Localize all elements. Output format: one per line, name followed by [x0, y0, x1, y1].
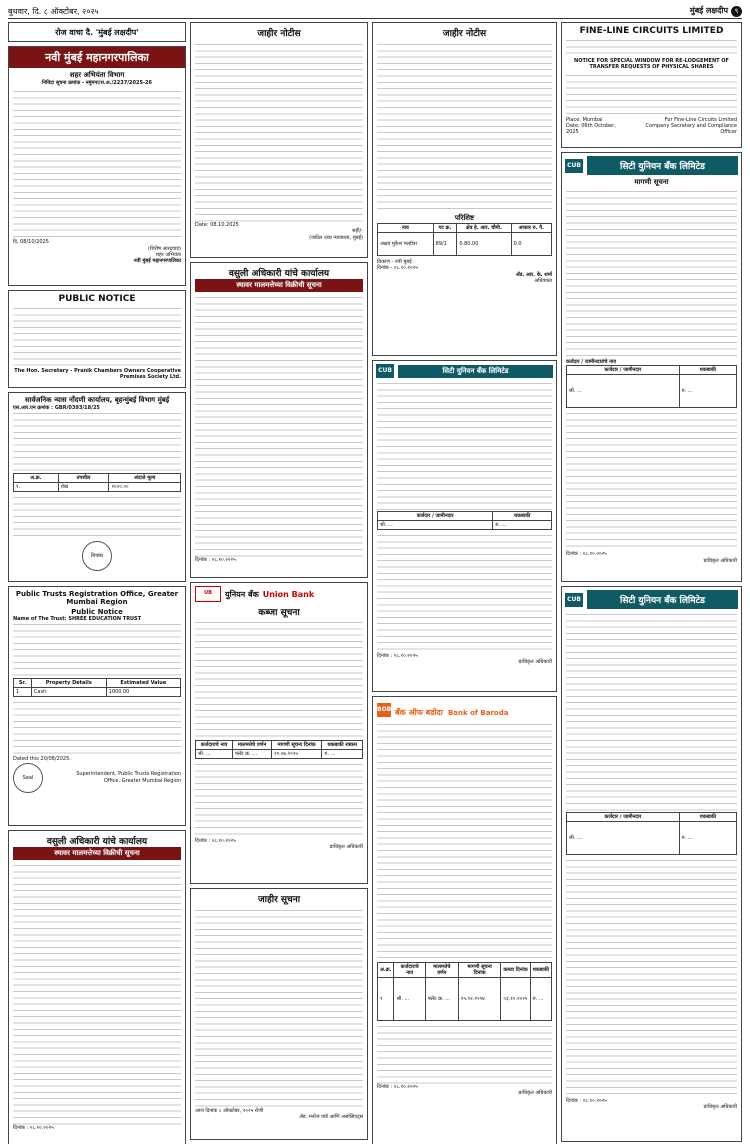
- trust-en-body2: [13, 700, 181, 756]
- cub-notice-mid: [372, 360, 557, 692]
- cub-mid-body: [377, 381, 552, 511]
- fine-line-sign2: Company Secretary and Compliance Officer: [645, 122, 737, 136]
- cub-notice-top: [561, 152, 742, 582]
- jahir-right-place: ठिकाण - नवी मुंबई: [377, 259, 412, 265]
- jahir-mid-date: Date: 08.10.2025: [195, 222, 239, 228]
- jahir-right-sign2: अधिवक्ता: [534, 277, 552, 284]
- column-3: [372, 22, 557, 1144]
- jahir-right-title: जाहीर नोटीस: [442, 29, 487, 39]
- table-header: अंदाजे मूल्य: [109, 474, 181, 483]
- jahir-mid-title: जाहीर नोटीस: [257, 29, 301, 39]
- fine-line-sign: For Fine-Line Circuits Limited: [664, 116, 737, 123]
- cub-mid-table: [377, 511, 552, 530]
- cub-bottom-sign: प्राधिकृत अधिकारी: [703, 1104, 737, 1111]
- recovery-left-title: वसुली अधिकारी यांचे कार्यालय: [46, 837, 148, 847]
- table-cell: श्री. ...: [567, 375, 680, 408]
- union-bank-logo: UB: [195, 586, 221, 602]
- fine-line-notice-heading: NOTICE FOR SPECIAL WINDOW FOR RE-LODGEMENT OF TRANSFER REQUESTS OF PHYSICAL SHARES: [574, 58, 729, 71]
- table-cell: श्री. ...: [567, 822, 680, 855]
- fine-line-body: [566, 73, 737, 117]
- jahir-notice-right: [372, 22, 557, 356]
- table-cell: 0.0: [511, 233, 551, 256]
- table-cell: श्री. ...: [394, 978, 425, 1021]
- table-cell: रु. ...: [679, 375, 736, 408]
- cub-top-body2: [566, 411, 737, 551]
- trust-mr-body2: [13, 495, 181, 539]
- table-cell: रु. ...: [493, 521, 552, 530]
- table-header: कर्जदाराचे नाव: [394, 963, 425, 978]
- cub-bottom-body2: [566, 858, 737, 1098]
- table-header: कर्जदार / जामीनदार: [567, 813, 680, 822]
- table-cell: रु. ...: [679, 822, 736, 855]
- trust-en-date: Dated this 20/08/2025.: [13, 756, 71, 763]
- table-cell: 1: [14, 688, 32, 697]
- table-cell: रु. ...: [322, 750, 363, 759]
- recovery-officer-notice-left: [8, 830, 186, 1144]
- trust-notice-marathi: [8, 392, 186, 582]
- table-header: गट क्र.: [433, 224, 457, 233]
- fine-line-title: FINE-LINE CIRCUITS LIMITED: [579, 26, 724, 36]
- jahir-mid-sign: सही/-: [352, 228, 363, 235]
- navi-mumbai-sign3: नवी मुंबई महानगरपालिका: [133, 258, 181, 265]
- table-header: मालमत्तेचे वर्णन: [425, 963, 458, 978]
- recovery-mid-date: दिनांक : ०८.१०.२०२५: [195, 557, 236, 563]
- table-header: कर्जदाराचे नाव: [196, 741, 233, 750]
- table-cell: रु. ...: [530, 978, 551, 1021]
- trust-en-table: [13, 678, 181, 697]
- trust-en-name: Name of The Trust: SHREE EDUCATION TRUST: [13, 616, 142, 622]
- table-header: नाव: [378, 224, 434, 233]
- cub-mid-date: दिनांक : ०८.१०.२०२५: [377, 653, 418, 659]
- table-header: Property Details: [31, 679, 106, 688]
- union-bank-body: [195, 620, 363, 740]
- jahir-right-table: [377, 223, 552, 256]
- cub-mid-sign: प्राधिकृत अधिकारी: [518, 659, 552, 666]
- table-cell: २९.०७.२०२५: [271, 750, 321, 759]
- navi-mumbai-date: दि. 08/10/2025: [13, 239, 49, 246]
- jahir-notice-mid: [190, 22, 368, 258]
- union-bank-possession-notice: [190, 582, 368, 884]
- public-notice-body: [13, 306, 181, 368]
- masthead-tagline-box: [8, 22, 186, 42]
- bob-logo: BOB: [377, 703, 391, 717]
- bob-body: [377, 722, 552, 962]
- trust-en-heading: Public Notice: [71, 608, 123, 616]
- table-cell: १.: [14, 483, 59, 492]
- table-header: मागणी सूचना दिनांक: [458, 963, 501, 978]
- navi-mumbai-dept: शहर अभियंता विभाग: [69, 71, 125, 79]
- bob-table: [377, 962, 552, 1021]
- masthead-tagline: रोज वाचा दै. 'मुंबई लक्षदीप': [55, 28, 139, 37]
- trust-mr-case: एस.आर.एन क्रमांक : GBR/0393/18/25: [13, 405, 100, 411]
- table-header: थकबाकी: [679, 813, 736, 822]
- jahir-bottom-sign: ॲड. मनोज पांडे आणि असोसिएट्स: [299, 1114, 363, 1121]
- cub-top-body: [566, 189, 737, 359]
- cub-notice-bottom: [561, 586, 742, 1142]
- table-cell: फ्लॅट क्र. ...: [233, 750, 272, 759]
- fine-line-address: [566, 38, 737, 58]
- bob-body2: [377, 1024, 552, 1084]
- trust-en-body: [13, 622, 181, 678]
- table-header: कब्जा दिनांक: [501, 963, 530, 978]
- jahir-right-sign: ॲड. आर. के. शर्मा: [515, 271, 552, 278]
- table-header: Sr.: [14, 679, 32, 688]
- page-header: [8, 4, 742, 18]
- trust-mr-body: [13, 411, 181, 473]
- recovery-left-body: [13, 863, 181, 1125]
- trust-mr-seal: शिक्का: [82, 541, 112, 571]
- union-bank-brand-mr: युनियन बँक: [225, 589, 259, 599]
- bob-title-mr: बँक ऑफ बडोदा: [395, 708, 443, 717]
- trust-notice-english: [8, 586, 186, 826]
- table-header: अ.क्र.: [378, 963, 394, 978]
- column-2: [190, 22, 368, 1144]
- public-notice-en: [8, 290, 186, 388]
- jahir-right-body: [377, 42, 552, 212]
- navi-mumbai-sign1: (शिरीष आरदवाड): [148, 245, 181, 252]
- public-notice-footer: The Hon. Secretary - Pranik Chambers Owners Cooperative Premises Society Ltd.: [14, 368, 181, 381]
- table-cell: 89/1: [433, 233, 457, 256]
- union-bank-brand-en: Union Bank: [262, 589, 315, 599]
- header-masthead: मुंबई लक्षदीप ९: [690, 5, 742, 17]
- table-header: थकबाकी: [679, 366, 736, 375]
- navi-mumbai-body: [13, 89, 181, 239]
- table-cell: श्री. ...: [378, 521, 493, 530]
- union-bank-sign: प्राधिकृत अधिकारी: [329, 844, 363, 851]
- table-header: अ.क्र.: [14, 474, 59, 483]
- table-header: थकबाकी: [530, 963, 551, 978]
- cub-bottom-title: सिटी युनियन बँक लिमिटेड: [587, 590, 738, 609]
- bob-date: दिनांक : ०८.१०.२०२५: [377, 1084, 418, 1090]
- cub-top-subtitle: मागणी सूचना: [634, 178, 669, 186]
- cub-top-table-title: कर्जदार / जामीनदारांचे नाव: [566, 359, 616, 365]
- union-bank-body2: [195, 762, 363, 838]
- table-cell: १: [378, 978, 394, 1021]
- table-cell: Cash: [31, 688, 106, 697]
- trust-en-seal: Seal: [13, 763, 43, 793]
- jahir-right-table-title: परिशिष्ट: [454, 214, 475, 222]
- cub-mid-logo: CUB: [376, 364, 394, 378]
- table-header: आकार रु. पै.: [511, 224, 551, 233]
- trust-mr-title: सार्वजनिक न्यास नोंदणी कार्यालय, बृहन्मुंबई विभाग मुंबई: [24, 396, 170, 404]
- bob-title-en: Bank of Baroda: [447, 709, 509, 717]
- recovery-officer-notice-mid: [190, 262, 368, 578]
- jahir-mid-sign2: (वकील उच्च न्यायालय, मुंबई): [309, 234, 363, 241]
- jahir-bottom-date: आज दिनांक ८ ऑक्टोबर, २०२५ रोजी: [195, 1108, 264, 1114]
- table-cell: ०३.१०.२०२५: [501, 978, 530, 1021]
- navi-mumbai-tender-notice: [8, 46, 186, 286]
- cub-top-table: [566, 365, 737, 408]
- table-header: थकबाकी रक्कम: [322, 741, 363, 750]
- bob-sign: प्राधिकृत अधिकारी: [518, 1090, 552, 1097]
- jahir-bottom-body: [195, 908, 363, 1108]
- table-header: कर्जदार / जामीनदार: [567, 366, 680, 375]
- table-cell: १५.१२.२०२४: [458, 978, 501, 1021]
- jahir-suchana-bottom: [190, 888, 368, 1140]
- column-1: [8, 22, 186, 1144]
- cub-top-title: सिटी युनियन बँक लिमिटेड: [587, 156, 738, 175]
- table-cell: अक्षय मुकेश मल्होत्रा: [378, 233, 434, 256]
- page-number: ९: [731, 6, 742, 17]
- union-bank-table: [195, 740, 363, 759]
- trust-en-title: Public Trusts Registration Office, Greater Mumbai Region: [15, 590, 179, 606]
- header-date: बुधवार, दि. ८ ऑक्टोबर, २०२५: [8, 6, 99, 16]
- jahir-mid-body: [195, 42, 363, 222]
- cub-mid-body2: [377, 533, 552, 653]
- union-bank-date: दिनांक : ०८.१०.२०२५: [195, 838, 236, 844]
- fine-line-date: Date: 06th October, 2025: [566, 122, 616, 136]
- table-header: कर्जदार / जामीनदार: [378, 512, 493, 521]
- cub-bottom-table: [566, 812, 737, 855]
- jahir-bottom-title: जाहीर सूचना: [257, 895, 301, 905]
- table-header: मागणी सूचना दिनांक: [271, 741, 321, 750]
- table-cell: 0.80.00: [457, 233, 511, 256]
- trust-mr-table: [13, 473, 181, 492]
- cub-mid-title: सिटी युनियन बँक लिमिटेड: [398, 365, 553, 378]
- public-notice-title: PUBLIC NOTICE: [58, 294, 136, 304]
- navi-mumbai-notice-no: निविदा सूचना क्रमांक - नमुंमपा/श.अ./2237/2025-26: [42, 80, 152, 86]
- table-header: तपशील: [58, 474, 109, 483]
- table-cell: १०००.००: [109, 483, 181, 492]
- header-divider: [8, 18, 742, 19]
- cub-top-logo: CUB: [565, 159, 583, 173]
- recovery-left-date: दिनांक : ०८.१०.२०२५: [13, 1125, 54, 1131]
- recovery-mid-title: वसुली अधिकारी यांचे कार्यालय: [228, 269, 330, 279]
- bob-possession-notice: [372, 696, 557, 1144]
- fine-line-place: Place: Mumbai: [566, 116, 603, 123]
- cub-bottom-logo: CUB: [565, 593, 583, 607]
- jahir-right-date: दिनांक - ०८.१०.२०२५: [377, 265, 418, 272]
- navi-mumbai-title: नवी मुंबई महानगरपालिका: [9, 47, 185, 68]
- trust-en-sign: Superintendent, Public Trusts Registration Office, Greater Mumbai Region: [76, 771, 181, 784]
- table-header: Estimated Value: [106, 679, 180, 688]
- table-header: मालमत्तेचे वर्णन: [233, 741, 272, 750]
- table-header: क्षेत्र हे. आर. चौमी.: [457, 224, 511, 233]
- cub-top-date: दिनांक : ०८.१०.२०२५: [566, 551, 607, 558]
- table-cell: 1000.00: [106, 688, 180, 697]
- navi-mumbai-sign2: शहर अभियंता: [155, 251, 181, 258]
- recovery-mid-subtitle: स्थावर मालमत्तेच्या विक्रीची सूचना: [195, 279, 363, 292]
- union-bank-title: कब्जा सूचना: [258, 608, 300, 618]
- fine-line-circuits-notice: [561, 22, 742, 148]
- cub-top-sign: प्राधिकृत अधिकारी: [703, 557, 737, 564]
- cub-bottom-date: दिनांक : ०८.१०.२०२५: [566, 1098, 607, 1104]
- table-cell: फ्लॅट क्र. ...: [425, 978, 458, 1021]
- recovery-mid-body: [195, 295, 363, 557]
- recovery-left-subtitle: स्थावर मालमत्तेच्या विक्रीची सूचना: [13, 847, 181, 860]
- table-header: थकबाकी: [493, 512, 552, 521]
- table-cell: श्री. ...: [196, 750, 233, 759]
- column-4: [561, 22, 742, 1144]
- cub-bottom-body: [566, 612, 737, 812]
- table-cell: रोख: [58, 483, 109, 492]
